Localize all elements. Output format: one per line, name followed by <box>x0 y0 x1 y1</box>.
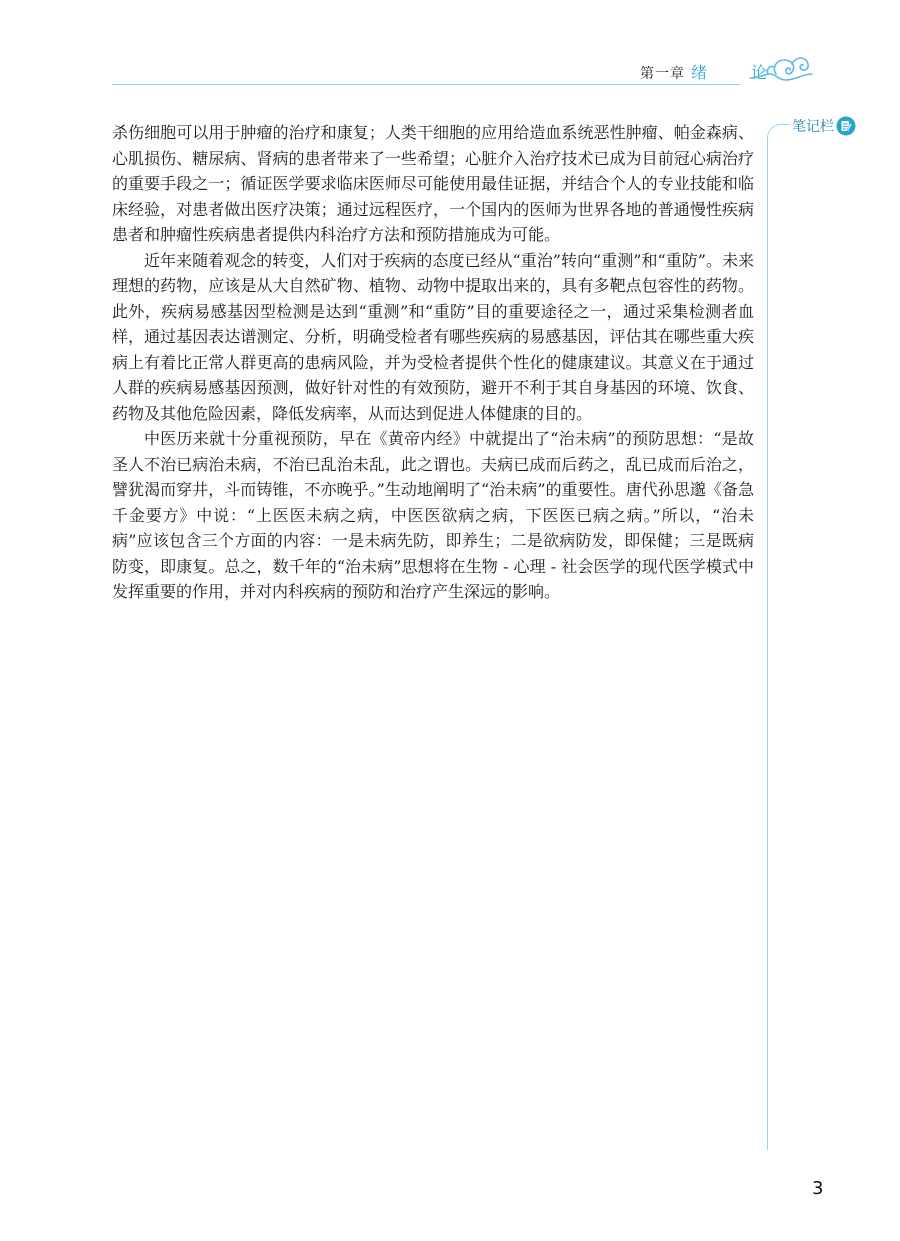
notes-column-corner <box>767 124 790 141</box>
notes-column-divider <box>767 140 768 1150</box>
header-divider <box>112 84 740 85</box>
main-body-text <box>112 120 754 605</box>
page-header <box>0 0 900 120</box>
notebook-pencil-icon <box>836 116 856 136</box>
notes-label-text: 笔记栏 <box>792 119 834 135</box>
page-number: 3 <box>812 1178 824 1199</box>
auspicious-cloud-icon <box>746 48 816 88</box>
paragraph-2: 近年来随着观念的转变，人们对于疾病的态度已经从“重治”转向“重测”和“重防”。未来理想的药物，应该是从大自然矿物、植物、动物中提取出来的，具有多靶点包容性的药物。此外，疾病易感基因型检测是达到“重测”和“重防”目的重要途径之一，通过采集检测者血样，通过基因表达谱测定、分析，明确受检者有哪些疾病的易感基因，评估其在哪些重大疾病上有着比正常人群更高的患病风险，并为受检者提供个性化的健康建议。其意义在于通过人群的疾病易感基因预测，做好针对性的有效预防，避开不利于其自身基因的环境、饮食、药物及其他危险因素，降低发病率，从而达到促进人体健康的目的。 <box>112 250 754 423</box>
paragraph-3: 中医历来就十分重视预防，早在《黄帝内经》中就提出了“治未病”的预防思想：“是故圣人不治已病治未病，不治已乱治未乱，此之谓也。夫病已成而后药之，乱已成而后治之，譬犹渴而穿井，斗而铸锥，不亦晚乎。”生动地阐明了“治未病”的重要性。唐代孙思邈《备急千金要方》中说：“上医医未病之病，中医医欲病之病，下医医已病之病。”所以，“治未病”应该包含三个方面的内容：一是未病先防，即养生；二是欲病防发，即保健；三是既病防变，即康复。总之，数千年的“治未病”思想将在生物 - 心理 - 社会医学的现代医学模式中发挥重要的作用，并对内科疾病的预防和治疗产生深远的影响。 <box>112 429 754 601</box>
chapter-label: 第一章 <box>640 66 685 82</box>
notes-column-label <box>792 116 856 136</box>
chapter-title: 绪 论 <box>691 63 782 82</box>
paragraph-1: 杀伤细胞可以用于肿瘤的治疗和康复；人类干细胞的应用给造血系统恶性肿瘤、帕金森病、心肌损伤、糖尿病、肾病的患者带来了一些希望；心脏介入治疗技术已成为目前冠心病治疗的重要手段之一；循证医学要求临床医师尽可能使用最佳证据，并结合个人的专业技能和临床经验，对患者做出医疗决策；通过远程医疗，一个国内的医师为世界各地的普通慢性疾病患者和肿瘤性疾病患者提供内科治疗方法和预防措施成为可能。 <box>112 123 754 244</box>
